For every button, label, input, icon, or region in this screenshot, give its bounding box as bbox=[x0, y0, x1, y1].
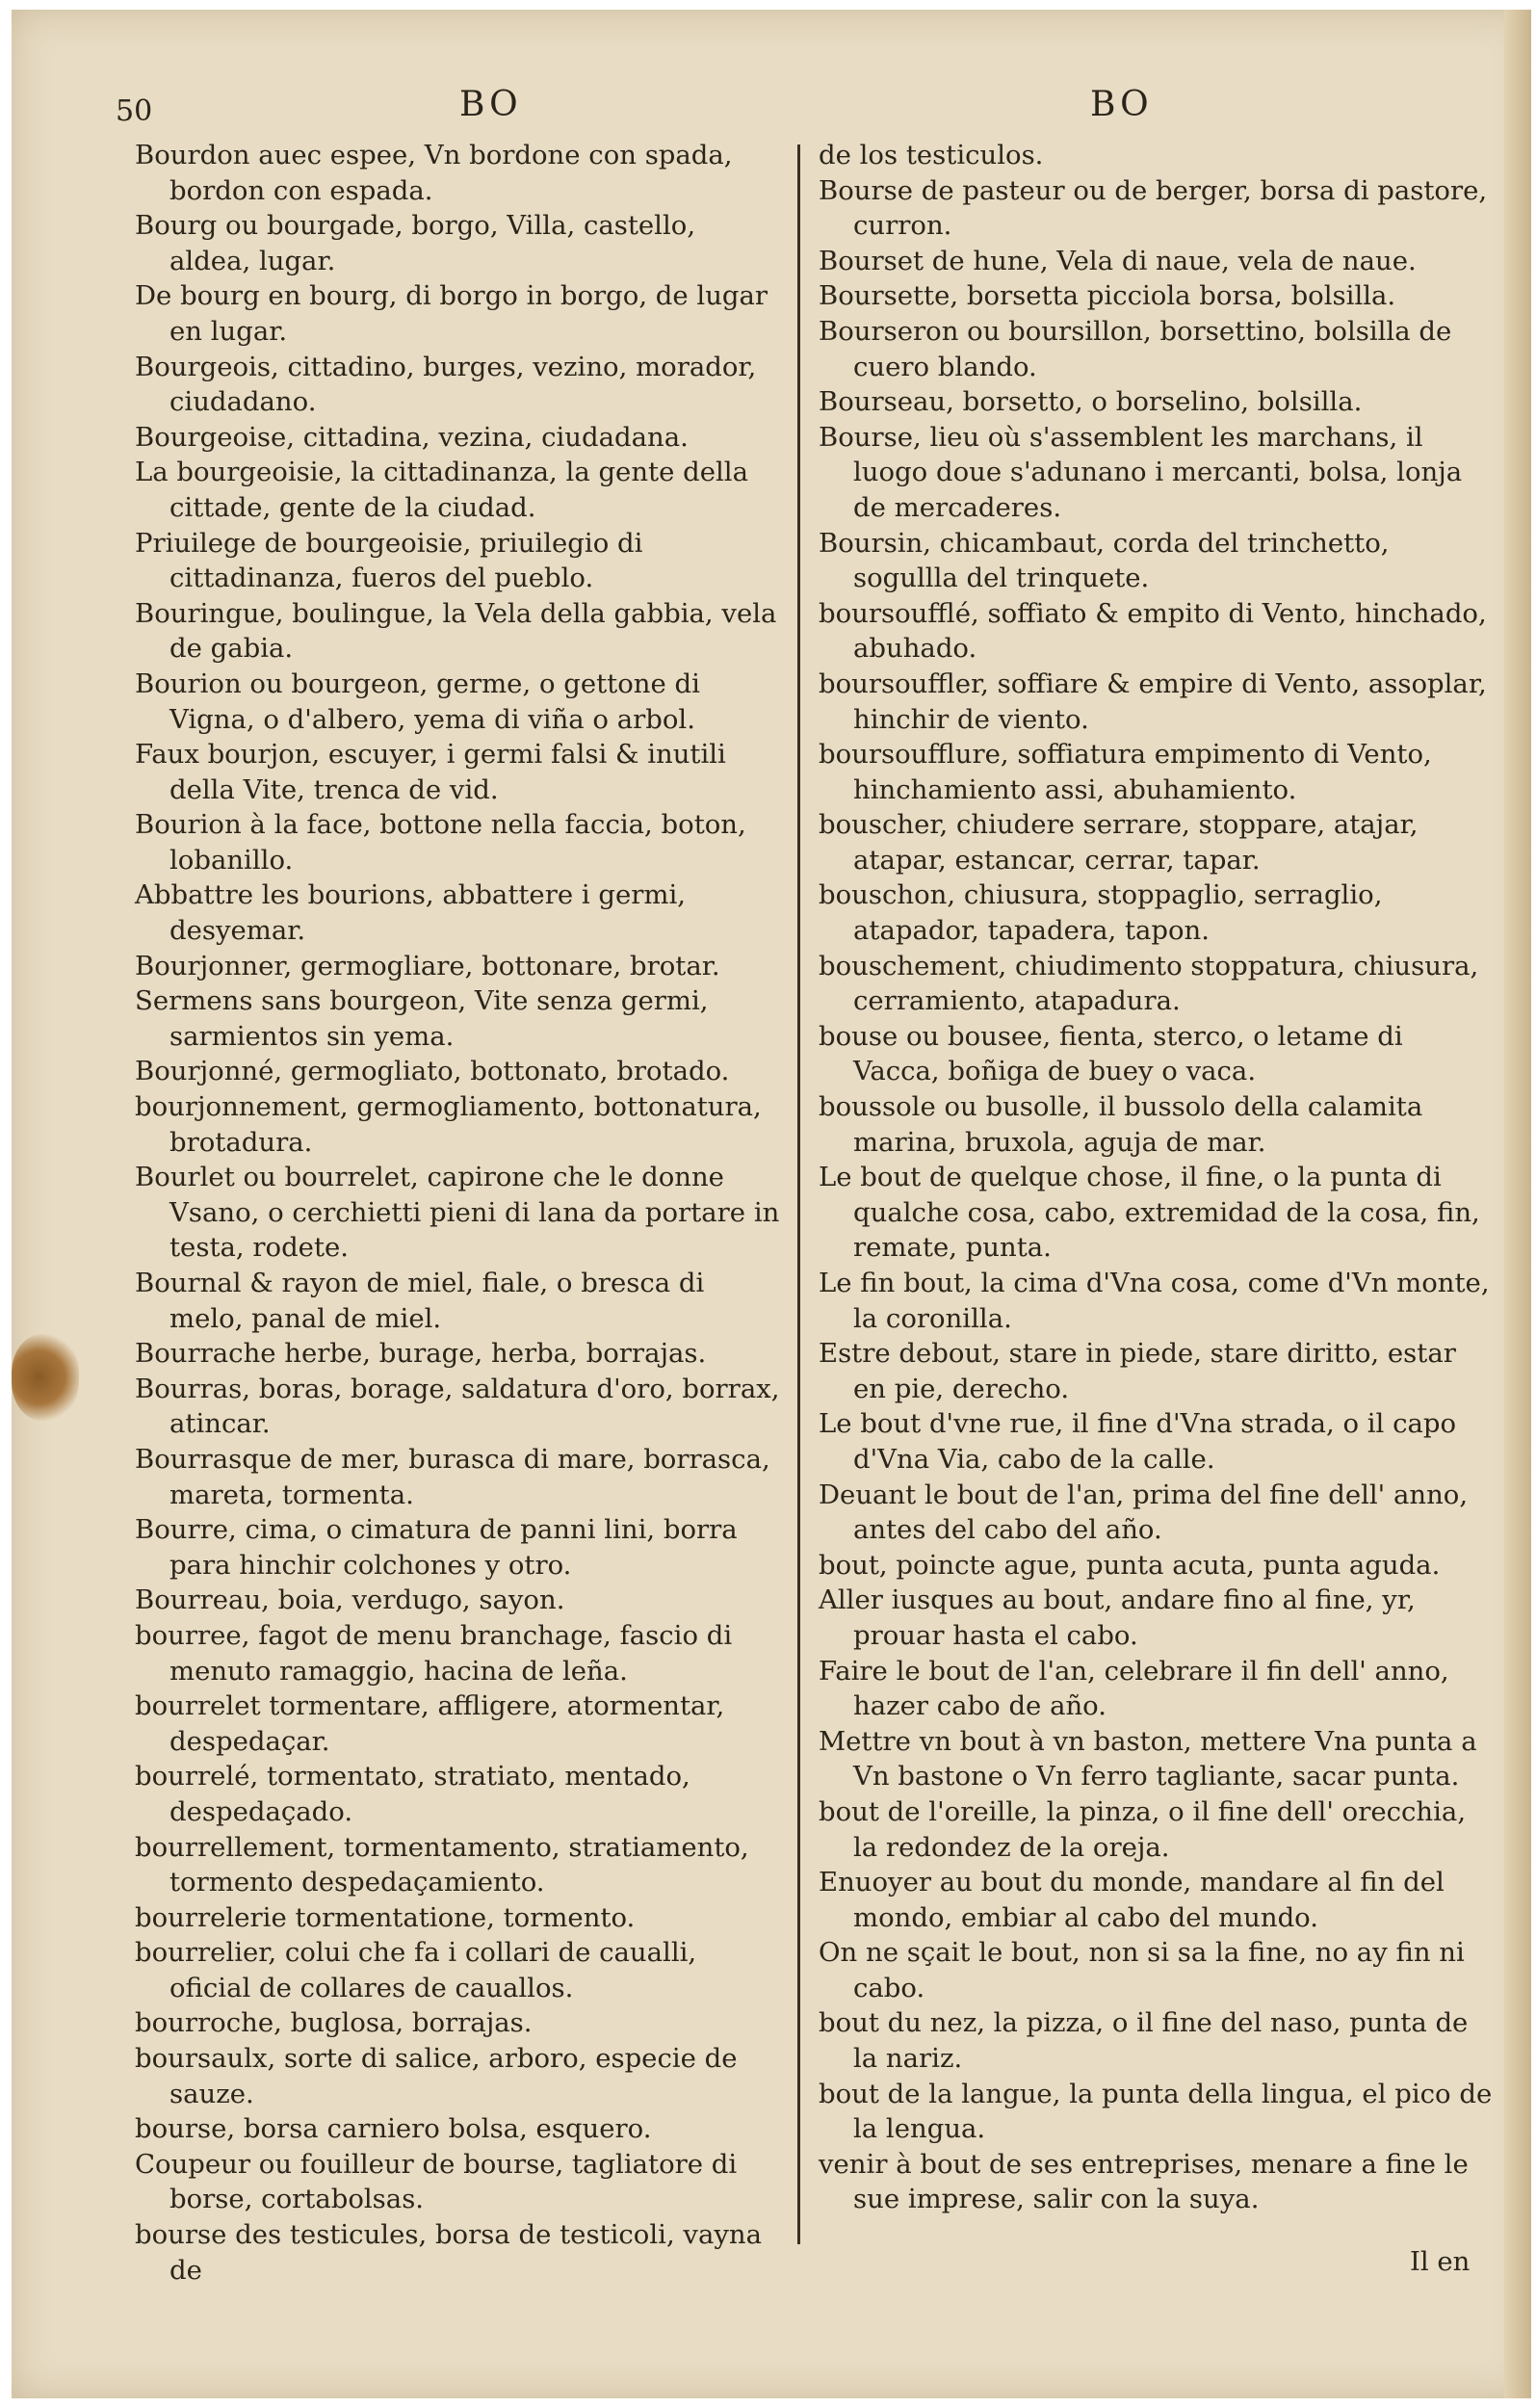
dictionary-entry: boursoufflé, soffiato & empito di Vento, hinchado, abuhado. bbox=[819, 597, 1487, 665]
dictionary-entry: Faux bourjon, escuyer, i germi falsi & inutili della Vite, trenca de vid. bbox=[135, 739, 726, 805]
dictionary-entry: Boursette, borsetta picciola borsa, bolsilla. bbox=[819, 280, 1396, 312]
dictionary-entry: boursouffler, soffiare & empire di Vento, assoplar, hinchir de viento. bbox=[819, 667, 1487, 735]
book-page bbox=[12, 10, 1531, 2398]
dictionary-entry: Coupeur ou fouilleur de bourse, tagliatore di borse, cortabolsas. bbox=[135, 2148, 738, 2215]
dictionary-entry: Deuant le bout de l'an, prima del fine dell' anno, antes del cabo del año. bbox=[819, 1479, 1469, 1546]
dictionary-entry: bout de l'oreille, la pinza, o il fine dell' orecchia, la redondez de la oreja. bbox=[819, 1795, 1467, 1863]
dictionary-entry: Le bout d'vne rue, il fine d'Vna strada, o il capo d'Vna Via, cabo de la calle. bbox=[819, 1408, 1457, 1475]
dictionary-entry: Enuoyer au bout du monde, mandare al fin del mondo, embiar al cabo del mundo. bbox=[819, 1867, 1445, 1933]
dictionary-entry: Bourlet ou bourrelet, capirone che le donne Vsano, o cerchietti pieni di lana da portare in testa, rodete. bbox=[135, 1162, 780, 1264]
dictionary-entry: Priuilege de bourgeoisie, priuilegio di cittadinanza, fueros del pueblo. bbox=[135, 527, 643, 594]
dictionary-entry: Aller iusques au bout, andare fino al fine, yr, prouar hasta el cabo. bbox=[819, 1584, 1416, 1651]
dictionary-entry: Mettre vn bout à vn baston, mettere Vna punta a Vn bastone o Vn ferro tagliante, sacar punta. bbox=[819, 1725, 1477, 1793]
dictionary-entry: Estre debout, stare in piede, stare diritto, estar en pie, derecho. bbox=[819, 1338, 1456, 1404]
dictionary-entry: bouschon, chiusura, stoppaglio, serraglio, atapador, tapadera, tapon. bbox=[819, 879, 1383, 947]
dictionary-entry: Bourdon auec espee, Vn bordone con spada, bordon con espada. bbox=[135, 140, 733, 206]
dictionary-entry: bourrellement, tormentamento, stratiamento, tormento despedaçamiento. bbox=[135, 1831, 749, 1898]
dictionary-entry: bourse, borsa carniero bolsa, esquero. bbox=[135, 2113, 652, 2145]
dictionary-entry: De bourg en bourg, di borgo in borgo, de lugar en lugar. bbox=[135, 280, 768, 347]
dictionary-entry: La bourgeoisie, la cittadinanza, la gente della cittade, gente de la ciudad. bbox=[135, 457, 748, 523]
dictionary-entry: Bourrasque de mer, burasca di mare, borrasca, mareta, tormenta. bbox=[135, 1443, 770, 1510]
page-edge-shadow bbox=[1504, 10, 1531, 2398]
dictionary-entry: Bourseau, borsetto, o borselino, bolsilla. bbox=[819, 386, 1363, 418]
dictionary-entry: Faire le bout de l'an, celebrare il fin dell' anno, hazer cabo de año. bbox=[819, 1655, 1449, 1722]
dictionary-entry: bourrelier, colui che fa i collari de caualli, oficial de collares de cauallos. bbox=[135, 1937, 697, 2003]
dictionary-entry: boursaulx, sorte di salice, arboro, especie de sauze. bbox=[135, 2043, 738, 2109]
dictionary-entry: venir à bout de ses entreprises, menare a fine le sue imprese, salir con la suya. bbox=[819, 2148, 1469, 2215]
dictionary-entry: boursoufflure, soffiatura empimento di Vento, hinchamiento assi, abuhamiento. bbox=[819, 739, 1432, 805]
dictionary-entry: bourree, fagot de menu branchage, fascio di menuto ramaggio, hacina de leña. bbox=[135, 1619, 733, 1687]
dictionary-entry: Bourg ou bourgade, borgo, Villa, castello, aldea, lugar. bbox=[135, 210, 696, 276]
dictionary-entry: bout, poincte ague, punta acuta, punta aguda. bbox=[819, 1549, 1441, 1581]
dictionary-entry: Bourset de hune, Vela di naue, vela de naue. bbox=[819, 245, 1417, 276]
dictionary-entry: bouse ou bousee, fienta, sterco, o letame di Vacca, boñiga de buey o vaca. bbox=[819, 1020, 1403, 1087]
dictionary-entry: Bourjonné, germogliato, bottonato, brotado. bbox=[135, 1056, 730, 1087]
dictionary-entry: Bourse de pasteur ou de berger, borsa di pastore, curron. bbox=[819, 174, 1488, 242]
dictionary-entry: Bourre, cima, o cimatura de panni lini, borra para hinchir colchones y otro. bbox=[135, 1514, 738, 1581]
right-column bbox=[819, 138, 1493, 2217]
dictionary-entry: bout de la langue, la punta della lingua, el pico de la lengua. bbox=[819, 2078, 1493, 2145]
dictionary-entry: bourse des testicules, borsa de testicoli, vayna de bbox=[135, 2219, 763, 2286]
dictionary-entry: Sermens sans bourgeon, Vite senza germi, sarmientos sin yema. bbox=[135, 985, 709, 1052]
dictionary-entry: Bourreau, boia, verdugo, sayon. bbox=[135, 1584, 565, 1616]
dictionary-entry: On ne sçait le bout, non si sa la fine, no ay fin ni cabo. bbox=[819, 1937, 1465, 2003]
running-header-right: BO bbox=[1090, 85, 1153, 124]
page-stain bbox=[12, 1334, 79, 1421]
dictionary-entry: bouscher, chiudere serrare, stoppare, atajar, atapar, estancar, cerrar, tapar. bbox=[819, 809, 1419, 876]
dictionary-entry: Bournal & rayon de miel, fiale, o bresca di melo, panal de miel. bbox=[135, 1268, 705, 1334]
running-header-left: BO bbox=[459, 85, 522, 124]
dictionary-entry: bourroche, buglosa, borrajas. bbox=[135, 2007, 533, 2039]
column-rule bbox=[797, 144, 800, 2244]
dictionary-entry: bourjonnement, germogliamento, bottonatura, brotadura. bbox=[135, 1091, 762, 1158]
dictionary-entry: Bourgeoise, cittadina, vezina, ciudadana. bbox=[135, 421, 689, 453]
dictionary-entry: Bourrache herbe, burage, herba, borrajas. bbox=[135, 1338, 707, 1370]
dictionary-entry: Bourse, lieu où s'assemblent les marchans, il luogo doue s'adunano i mercanti, bolsa, lonja de mercaderes. bbox=[819, 421, 1463, 523]
dictionary-entry: Bouringue, boulingue, la Vela della gabbia, vela de gabia. bbox=[135, 597, 777, 665]
left-column bbox=[135, 138, 782, 2288]
dictionary-entry: bourrelet tormentare, affligere, atormentar, despedaçar. bbox=[135, 1690, 725, 1757]
dictionary-entry: bouschement, chiudimento stoppatura, chiusura, cerramiento, atapadura. bbox=[819, 950, 1479, 1017]
catchword: Il en bbox=[1410, 2246, 1471, 2277]
dictionary-entry: bourrelé, tormentato, stratiato, mentado, despedaçado. bbox=[135, 1761, 690, 1827]
dictionary-entry: Le bout de quelque chose, il fine, o la punta di qualche cosa, cabo, extremidad de la cosa, fin, remate, punta. bbox=[819, 1162, 1480, 1264]
dictionary-entry: Bourion à la face, bottone nella faccia, boton, lobanillo. bbox=[135, 809, 746, 876]
dictionary-entry: Boursin, chicambaut, corda del trinchetto, sogullla del trinquete. bbox=[819, 527, 1390, 594]
dictionary-entry: boussole ou busolle, il bussolo della calamita marina, bruxola, aguja de mar. bbox=[819, 1091, 1423, 1158]
dictionary-entry: Le fin bout, la cima d'Vna cosa, come d'Vn monte, la coronilla. bbox=[819, 1268, 1490, 1334]
dictionary-entry: de los testiculos. bbox=[819, 140, 1044, 170]
dictionary-entry: Abbattre les bourions, abbattere i germi, desyemar. bbox=[135, 879, 687, 947]
dictionary-entry: bout du nez, la pizza, o il fine del naso, punta de la nariz. bbox=[819, 2007, 1469, 2075]
dictionary-entry: Bourseron ou boursillon, borsettino, bolsilla de cuero blando. bbox=[819, 315, 1452, 382]
dictionary-entry: Bourras, boras, borage, saldatura d'oro, borrax, atincar. bbox=[135, 1373, 780, 1440]
dictionary-entry: Bourgeois, cittadino, burges, vezino, morador, ciudadano. bbox=[135, 351, 757, 418]
dictionary-entry: bourrelerie tormentatione, tormento. bbox=[135, 1901, 636, 1933]
dictionary-entry: Bourjonner, germogliare, bottonare, brotar. bbox=[135, 950, 720, 982]
dictionary-entry: Bourion ou bourgeon, germe, o gettone di Vigna, o d'albero, yema di viña o arbol. bbox=[135, 667, 700, 735]
page-number: 50 bbox=[116, 94, 153, 128]
